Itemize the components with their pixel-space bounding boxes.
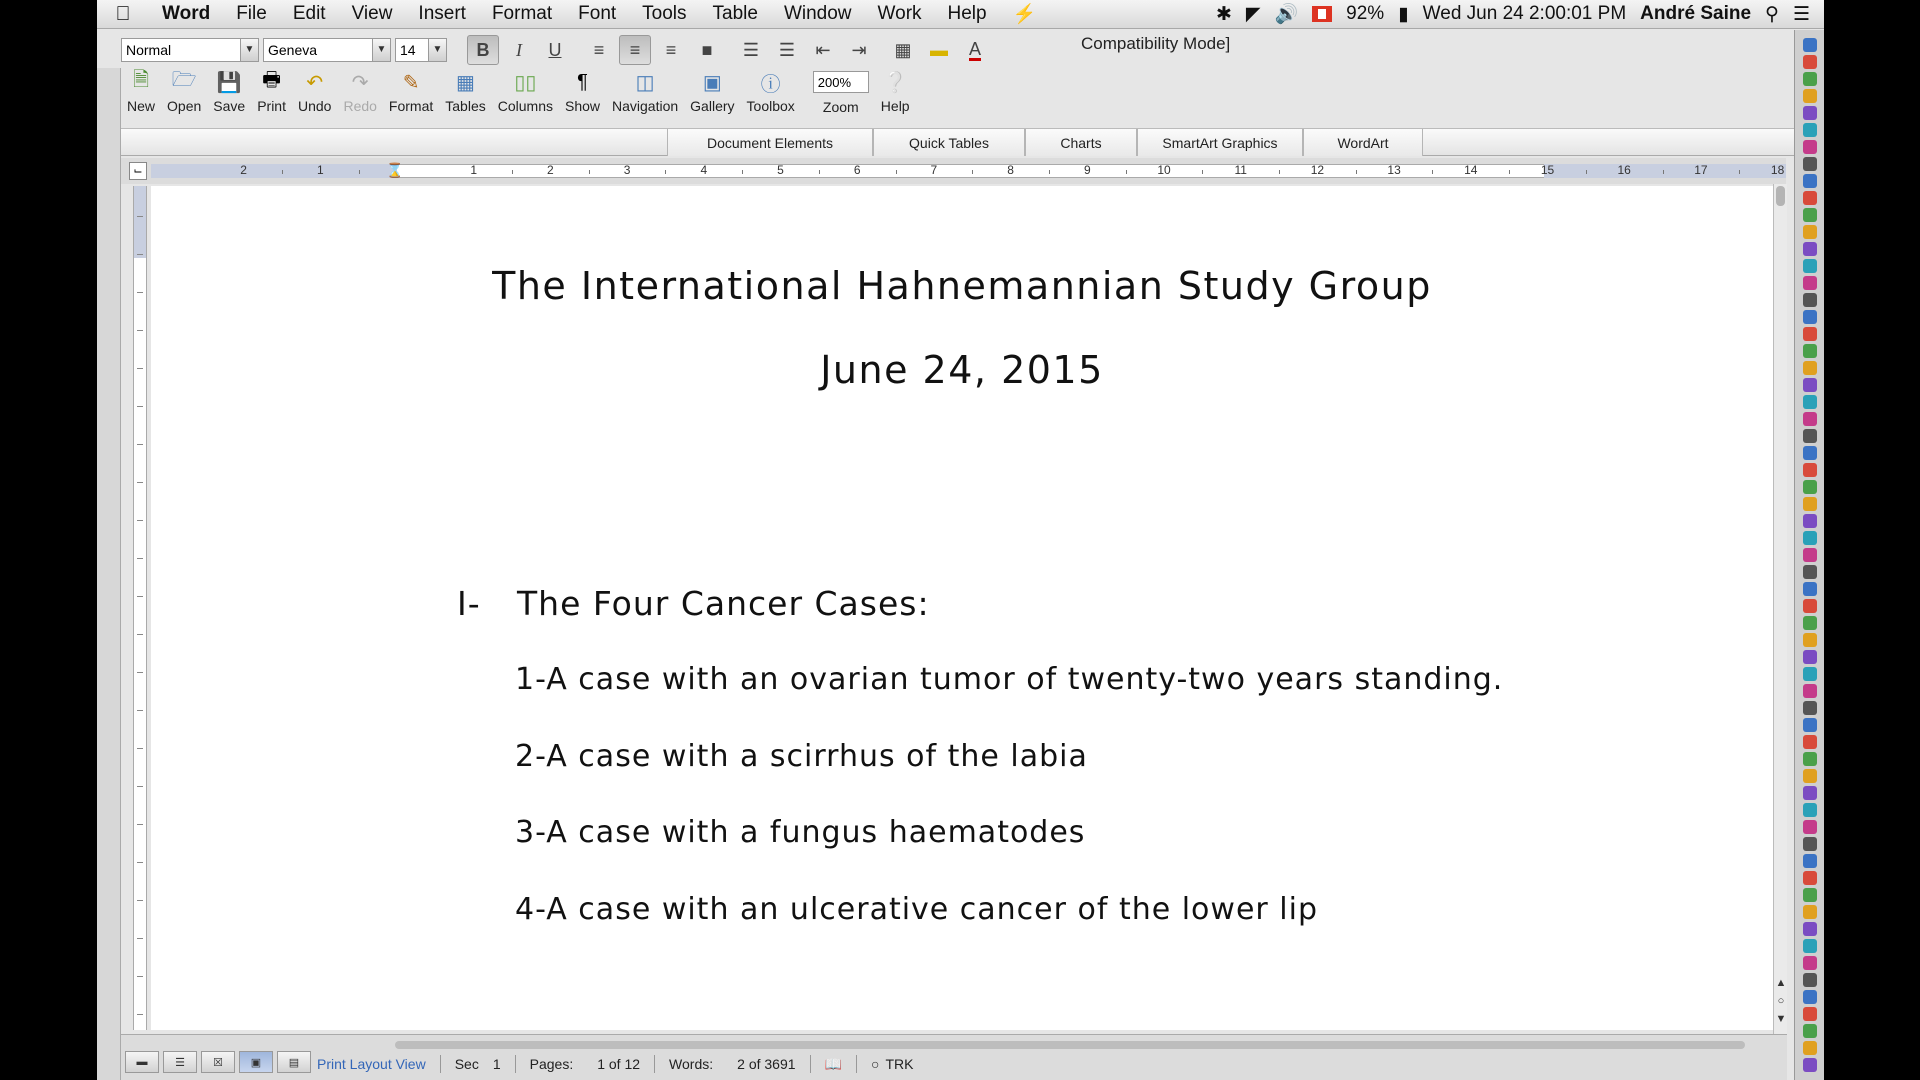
tables-button[interactable] bbox=[439, 68, 491, 114]
save-label: Save bbox=[213, 98, 246, 114]
font-select[interactable] bbox=[263, 38, 391, 62]
dock-app-icon[interactable] bbox=[1803, 344, 1817, 358]
apple-icon[interactable] bbox=[97, 3, 149, 26]
publishing-view-button[interactable] bbox=[201, 1051, 235, 1073]
align-right-button[interactable] bbox=[655, 35, 687, 65]
ruler-tick bbox=[1586, 170, 1587, 174]
notebook-view-button[interactable] bbox=[277, 1051, 311, 1073]
help-label: Help bbox=[880, 98, 910, 114]
dock-app-icon[interactable] bbox=[1803, 446, 1817, 460]
dock-app-icon[interactable] bbox=[1803, 38, 1817, 52]
dock-app-icon[interactable] bbox=[1803, 174, 1817, 188]
undo-icon: ↶ bbox=[306, 71, 324, 94]
decrease-indent-icon: ⇤ bbox=[815, 39, 831, 60]
toolbox-icon: ⓘ bbox=[760, 73, 781, 96]
redo-button[interactable] bbox=[337, 68, 382, 114]
navigation-button[interactable] bbox=[606, 68, 684, 114]
dock-app-icon[interactable] bbox=[1803, 565, 1817, 579]
vruler-tick bbox=[137, 1014, 143, 1015]
window-title-fragment: Compatibility Mode] bbox=[1081, 34, 1231, 53]
dock-app-icon[interactable] bbox=[1803, 293, 1817, 307]
volume-icon[interactable]: 🔊 bbox=[1274, 4, 1299, 25]
vruler-tick bbox=[137, 596, 143, 597]
dock-app-icon[interactable] bbox=[1803, 1024, 1817, 1038]
vruler-tick bbox=[137, 482, 143, 483]
table-icon: ▦ bbox=[456, 71, 475, 94]
next-page-icon[interactable]: ▼ bbox=[1775, 1013, 1787, 1025]
underline-button[interactable] bbox=[539, 35, 571, 65]
menu-help[interactable]: Help bbox=[947, 3, 987, 24]
dock-app-icon[interactable] bbox=[1803, 905, 1817, 919]
scroll-thumb[interactable] bbox=[1776, 186, 1785, 206]
section-heading[interactable] bbox=[457, 584, 930, 623]
document-title[interactable]: The International Hahnemannian Study Group bbox=[492, 264, 1432, 308]
dock-app-icon[interactable] bbox=[1803, 480, 1817, 494]
outline-view-button[interactable] bbox=[163, 1051, 197, 1073]
bulleted-list-button[interactable] bbox=[771, 35, 803, 65]
italic-button[interactable] bbox=[503, 35, 535, 65]
font-size-select[interactable] bbox=[395, 38, 447, 62]
dock-app-icon[interactable] bbox=[1803, 225, 1817, 239]
font-color-button[interactable] bbox=[959, 35, 991, 65]
side-dock bbox=[1794, 30, 1824, 1080]
align-center-icon: ≡ bbox=[629, 39, 641, 60]
open-folder-icon: 🗁 bbox=[171, 69, 197, 91]
vruler-tick bbox=[137, 520, 143, 521]
open-button[interactable] bbox=[161, 68, 207, 114]
vruler-tick bbox=[137, 900, 143, 901]
dock-app-icon[interactable] bbox=[1803, 684, 1817, 698]
format-label: Format bbox=[388, 98, 434, 114]
save-icon: 💾 bbox=[216, 71, 242, 94]
new-document-icon: 🗎 bbox=[132, 69, 150, 91]
ruler-tick bbox=[1126, 170, 1127, 174]
list-item[interactable]: 2-A case with a scirrhus of the labia bbox=[515, 739, 1088, 774]
columns-button[interactable] bbox=[492, 68, 559, 114]
tab-smartart-graphics[interactable]: SmartArt Graphics bbox=[1137, 129, 1303, 156]
ruler-number: 7 bbox=[930, 163, 938, 177]
format-button[interactable] bbox=[383, 68, 439, 114]
redo-label: Redo bbox=[343, 98, 377, 114]
dock-app-icon[interactable] bbox=[1803, 259, 1817, 273]
menu-view[interactable]: View bbox=[351, 3, 393, 24]
input-source-flag-icon[interactable] bbox=[1312, 6, 1332, 22]
ruler-tick bbox=[819, 170, 820, 174]
gallery-icon: ▣ bbox=[702, 71, 722, 94]
borders-icon: ▦ bbox=[894, 39, 912, 60]
ruler-number: 14 bbox=[1464, 163, 1478, 177]
dock-app-icon[interactable] bbox=[1803, 106, 1817, 120]
dock-app-icon[interactable] bbox=[1803, 463, 1817, 477]
dock-app-icon[interactable] bbox=[1803, 1058, 1817, 1072]
dock-app-icon[interactable] bbox=[1803, 310, 1817, 324]
zoom-input[interactable] bbox=[813, 71, 869, 93]
menu-tools[interactable]: Tools bbox=[642, 3, 687, 24]
wifi-icon[interactable]: ◤ bbox=[1245, 3, 1261, 25]
ruler-number: 10 bbox=[1157, 163, 1171, 177]
document-page[interactable] bbox=[151, 186, 1773, 1030]
status-separator bbox=[440, 1055, 441, 1073]
chevron-down-icon: ▼ bbox=[240, 39, 258, 61]
dock-app-icon[interactable] bbox=[1803, 191, 1817, 205]
undo-label: Undo bbox=[297, 98, 332, 114]
bulleted-list-icon: ☰ bbox=[778, 39, 796, 60]
vruler-tick bbox=[137, 824, 143, 825]
dock-app-icon[interactable] bbox=[1803, 123, 1817, 137]
pilcrow-icon: ¶ bbox=[577, 70, 588, 93]
ruler-tick bbox=[972, 170, 973, 174]
vruler-tick bbox=[137, 786, 143, 787]
section-number: I- bbox=[457, 584, 481, 623]
ruler-tick bbox=[359, 170, 360, 174]
browse-navigation[interactable] bbox=[1775, 974, 1787, 1030]
ruler-number: 11 bbox=[1234, 163, 1247, 177]
dock-app-icon[interactable] bbox=[1803, 599, 1817, 613]
dock-app-icon[interactable] bbox=[1803, 701, 1817, 715]
status-fields bbox=[317, 1055, 913, 1073]
font-value: Geneva bbox=[268, 42, 318, 58]
dock-app-icon[interactable] bbox=[1803, 718, 1817, 732]
dock-app-icon[interactable] bbox=[1803, 1041, 1817, 1055]
list-item[interactable]: 1-A case with an ovarian tumor of twenty-two years standing. bbox=[515, 662, 1504, 697]
style-value: Normal bbox=[126, 42, 172, 58]
ruler-number: 9 bbox=[1083, 163, 1091, 177]
document-date[interactable]: June 24, 2015 bbox=[820, 348, 1104, 392]
dock-app-icon[interactable] bbox=[1803, 208, 1817, 222]
browse-object-icon[interactable]: ○ bbox=[1777, 995, 1785, 1007]
dock-app-icon[interactable] bbox=[1803, 939, 1817, 953]
ruler-tick bbox=[512, 170, 513, 174]
ruler-number: 16 bbox=[1617, 163, 1631, 177]
print-label: Print bbox=[257, 98, 286, 114]
zoom-value: 200% bbox=[817, 74, 852, 90]
navigation-pane-icon: ◫ bbox=[635, 71, 655, 94]
dock-app-icon[interactable] bbox=[1803, 871, 1817, 885]
draft-view-icon: ▬ bbox=[136, 1056, 148, 1068]
dock-app-icon[interactable] bbox=[1803, 837, 1817, 851]
formatting-toolbar bbox=[121, 32, 1181, 68]
ruler-tick bbox=[1739, 170, 1740, 174]
save-button[interactable] bbox=[207, 68, 251, 114]
pages-value: 1 of 12 bbox=[597, 1056, 641, 1072]
numbered-list-button[interactable] bbox=[735, 35, 767, 65]
undo-button[interactable] bbox=[292, 68, 337, 114]
dock-app-icon[interactable] bbox=[1803, 429, 1817, 443]
menu-edit[interactable]: Edit bbox=[292, 3, 326, 24]
zoom-label: Zoom bbox=[822, 99, 859, 115]
font-size-value: 14 bbox=[400, 42, 416, 58]
vertical-ruler[interactable] bbox=[133, 186, 147, 1030]
menu-font[interactable]: Font bbox=[578, 3, 617, 24]
ruler-number: 5 bbox=[777, 163, 784, 177]
dock-app-icon[interactable] bbox=[1803, 548, 1817, 562]
section-label: Sec bbox=[454, 1056, 479, 1072]
print-layout-view-icon: ▣ bbox=[250, 1056, 262, 1069]
dock-app-icon[interactable] bbox=[1803, 55, 1817, 69]
tab-stop-selector[interactable]: ⌙ bbox=[129, 162, 147, 180]
dock-app-icon[interactable] bbox=[1803, 89, 1817, 103]
tab-wordart[interactable]: WordArt bbox=[1303, 129, 1423, 156]
dock-app-icon[interactable] bbox=[1803, 735, 1817, 749]
publishing-view-icon: ☒ bbox=[213, 1056, 223, 1069]
previous-page-icon[interactable]: ▲ bbox=[1775, 977, 1787, 989]
ruler-left-margin bbox=[151, 164, 397, 178]
bluetooth-icon[interactable]: ✱ bbox=[1215, 3, 1232, 25]
words-value: 2 of 3691 bbox=[737, 1056, 796, 1072]
increase-indent-icon: ⇥ bbox=[851, 39, 867, 60]
highlight-icon: ▬ bbox=[930, 39, 948, 60]
ruler-tick bbox=[282, 170, 283, 174]
vruler-tick bbox=[137, 330, 143, 331]
style-select[interactable] bbox=[121, 38, 259, 62]
pages-label: Pages: bbox=[529, 1056, 574, 1072]
search-icon[interactable]: ⚲ bbox=[1765, 3, 1779, 25]
battery-icon[interactable]: ▮ bbox=[1398, 3, 1409, 25]
dock-app-icon[interactable] bbox=[1803, 956, 1817, 970]
menu-window[interactable]: Window bbox=[783, 3, 852, 24]
view-buttons bbox=[125, 1051, 311, 1073]
ruler-number: 18 bbox=[1770, 163, 1785, 177]
notebook-view-icon: ▤ bbox=[288, 1056, 300, 1069]
decrease-indent-button[interactable] bbox=[807, 35, 839, 65]
ruler-tick bbox=[1202, 170, 1203, 174]
dock-app-icon[interactable] bbox=[1803, 157, 1817, 171]
ruler-number: 1 bbox=[316, 163, 324, 177]
status-separator bbox=[654, 1055, 655, 1073]
menu-file[interactable]: File bbox=[236, 3, 267, 24]
print-button[interactable] bbox=[251, 68, 292, 114]
new-button[interactable] bbox=[121, 68, 161, 114]
new-label: New bbox=[127, 98, 156, 114]
dock-app-icon[interactable] bbox=[1803, 531, 1817, 545]
dock-app-icon[interactable] bbox=[1803, 582, 1817, 596]
list-item[interactable]: 4-A case with an ulcerative cancer of the lower lip bbox=[515, 892, 1318, 927]
help-icon: ❔ bbox=[882, 71, 908, 94]
ruler-number: 6 bbox=[853, 163, 861, 177]
dock-app-icon[interactable] bbox=[1803, 72, 1817, 86]
tables-label: Tables bbox=[445, 98, 486, 114]
dock-app-icon[interactable] bbox=[1803, 140, 1817, 154]
clock[interactable]: Wed Jun 24 2:00:01 PM bbox=[1422, 3, 1627, 24]
vruler-tick bbox=[137, 368, 143, 369]
borders-button[interactable] bbox=[887, 35, 919, 65]
track-changes-icon[interactable]: ○ bbox=[870, 1056, 880, 1072]
increase-indent-button[interactable] bbox=[843, 35, 875, 65]
menubar-status-area bbox=[1216, 2, 1824, 26]
indent-marker-icon[interactable]: ⌛ bbox=[386, 162, 404, 178]
open-label: Open bbox=[167, 98, 202, 114]
draft-view-button[interactable] bbox=[125, 1051, 159, 1073]
vruler-tick bbox=[137, 558, 143, 559]
numbered-list-icon: ☰ bbox=[742, 39, 760, 60]
menu-bar bbox=[97, 0, 1824, 29]
vruler-tick bbox=[137, 292, 143, 293]
ruler-number: 2 bbox=[547, 163, 554, 177]
vruler-tick bbox=[137, 976, 143, 977]
ruler-tick bbox=[1432, 170, 1433, 174]
dock-app-icon[interactable] bbox=[1803, 803, 1817, 817]
vruler-tick bbox=[137, 254, 143, 255]
vruler-tick bbox=[137, 748, 143, 749]
dock-app-icon[interactable] bbox=[1803, 820, 1817, 834]
ruler-number: 13 bbox=[1387, 163, 1401, 177]
dock-app-icon[interactable] bbox=[1803, 395, 1817, 409]
vruler-tick bbox=[137, 406, 143, 407]
underline-icon: U bbox=[548, 39, 562, 60]
ruler-tick bbox=[665, 170, 666, 174]
dock-app-icon[interactable] bbox=[1803, 497, 1817, 511]
bold-icon: B bbox=[476, 39, 490, 60]
ruler-tick bbox=[1663, 170, 1664, 174]
font-color-icon: A bbox=[968, 38, 981, 59]
dock-app-icon[interactable] bbox=[1803, 769, 1817, 783]
status-separator bbox=[515, 1055, 516, 1073]
ruler-right-margin bbox=[1544, 164, 1786, 178]
status-bar bbox=[121, 1034, 1787, 1080]
ruler-tick bbox=[1049, 170, 1050, 174]
dock-app-icon[interactable] bbox=[1803, 616, 1817, 630]
standard-toolbar bbox=[121, 68, 916, 126]
ruler-number: 4 bbox=[700, 163, 708, 177]
dock-app-icon[interactable] bbox=[1803, 1007, 1817, 1021]
zoom-control[interactable] bbox=[807, 68, 875, 115]
ruler-tick bbox=[896, 170, 897, 174]
bold-button[interactable] bbox=[467, 35, 499, 65]
dock-app-icon[interactable] bbox=[1803, 633, 1817, 647]
dock-app-icon[interactable] bbox=[1803, 786, 1817, 800]
redo-icon: ↷ bbox=[351, 71, 369, 94]
dock-app-icon[interactable] bbox=[1803, 276, 1817, 290]
columns-label: Columns bbox=[497, 98, 553, 114]
gallery-button[interactable] bbox=[684, 68, 740, 114]
dock-app-icon[interactable] bbox=[1803, 854, 1817, 868]
vruler-tick bbox=[137, 710, 143, 711]
dock-app-icon[interactable] bbox=[1803, 514, 1817, 528]
status-separator bbox=[856, 1055, 857, 1073]
ruler-tick bbox=[1356, 170, 1357, 174]
align-left-icon: ≡ bbox=[593, 39, 605, 60]
menu-work[interactable]: Work bbox=[877, 3, 922, 24]
ruler-number: 3 bbox=[623, 163, 631, 177]
dock-app-icon[interactable] bbox=[1803, 888, 1817, 902]
vertical-scrollbar[interactable] bbox=[1773, 184, 1787, 1034]
ruler-number: 1 bbox=[470, 163, 478, 177]
highlight-button[interactable] bbox=[923, 35, 955, 65]
dock-app-icon[interactable] bbox=[1803, 412, 1817, 426]
outline-view-icon: ☰ bbox=[175, 1056, 185, 1069]
justify-button[interactable] bbox=[691, 35, 723, 65]
ruler-number: 15 bbox=[1540, 163, 1555, 177]
dock-app-icon[interactable] bbox=[1803, 650, 1817, 664]
help-button[interactable] bbox=[875, 68, 916, 114]
format-brush-icon: ✎ bbox=[402, 71, 420, 94]
dock-app-icon[interactable] bbox=[1803, 752, 1817, 766]
vruler-tick bbox=[137, 672, 143, 673]
align-right-icon: ≡ bbox=[665, 39, 677, 60]
horizontal-ruler[interactable] bbox=[121, 158, 1786, 184]
navigation-label: Navigation bbox=[612, 98, 679, 114]
italic-icon: I bbox=[516, 39, 522, 60]
ruler-number: 12 bbox=[1310, 163, 1325, 177]
columns-icon: ▯▯ bbox=[514, 71, 537, 94]
chevron-down-icon: ▼ bbox=[372, 39, 390, 61]
tab-charts[interactable]: Charts bbox=[1025, 129, 1137, 156]
vruler-tick bbox=[137, 938, 143, 939]
dock-app-icon[interactable] bbox=[1803, 242, 1817, 256]
print-layout-view-button[interactable] bbox=[239, 1051, 273, 1073]
tab-quick-tables[interactable]: Quick Tables bbox=[873, 129, 1025, 156]
vruler-tick bbox=[137, 216, 143, 217]
ruler-number: 17 bbox=[1694, 163, 1708, 177]
elements-gallery-tabs bbox=[121, 128, 1809, 156]
menu-format[interactable]: Format bbox=[491, 3, 553, 24]
menu-insert[interactable]: Insert bbox=[418, 3, 466, 24]
toolbox-label: Toolbox bbox=[746, 98, 795, 114]
ruler-tick bbox=[589, 170, 590, 174]
left-gutter bbox=[97, 68, 121, 1080]
vruler-tick bbox=[137, 444, 143, 445]
vruler-top-margin bbox=[134, 186, 146, 258]
ruler-number: 2 bbox=[240, 163, 247, 177]
battery-percent[interactable]: 92% bbox=[1346, 3, 1385, 24]
user-name[interactable]: André Saine bbox=[1640, 3, 1752, 24]
align-left-button[interactable] bbox=[583, 35, 615, 65]
show-button[interactable] bbox=[559, 68, 606, 114]
horizontal-scrollbar[interactable] bbox=[395, 1041, 1745, 1049]
current-view-name: Print Layout View bbox=[317, 1056, 426, 1072]
toolbox-button[interactable] bbox=[741, 68, 801, 114]
script-icon[interactable]: ⚡ bbox=[1012, 4, 1037, 25]
section-heading-text: The Four Cancer Cases: bbox=[517, 584, 930, 623]
list-icon[interactable]: ☰ bbox=[1792, 3, 1810, 25]
align-center-button[interactable] bbox=[619, 35, 651, 65]
menu-app[interactable]: Word bbox=[162, 3, 211, 24]
vruler-tick bbox=[137, 634, 143, 635]
dock-app-icon[interactable] bbox=[1803, 361, 1817, 375]
track-changes-label[interactable]: TRK bbox=[885, 1056, 914, 1072]
dock-app-icon[interactable] bbox=[1803, 378, 1817, 392]
dock-app-icon[interactable] bbox=[1803, 922, 1817, 936]
justify-icon: ■ bbox=[701, 39, 713, 60]
menu-table[interactable]: Table bbox=[712, 3, 758, 24]
chevron-down-icon: ▼ bbox=[428, 39, 446, 61]
dock-app-icon[interactable] bbox=[1803, 667, 1817, 681]
vruler-tick bbox=[137, 862, 143, 863]
words-label: Words: bbox=[669, 1056, 714, 1072]
section-value: 1 bbox=[492, 1056, 501, 1072]
gallery-label: Gallery bbox=[690, 98, 735, 114]
dock-app-icon[interactable] bbox=[1803, 973, 1817, 987]
word-window bbox=[97, 0, 1824, 1080]
tab-document-elements[interactable]: Document Elements bbox=[667, 129, 873, 156]
ruler-number: 8 bbox=[1007, 163, 1014, 177]
dock-app-icon[interactable] bbox=[1803, 327, 1817, 341]
ruler-tick bbox=[1509, 170, 1510, 174]
ruler-tick bbox=[742, 170, 743, 174]
print-icon: 🖶 bbox=[262, 69, 282, 91]
ruler-tick bbox=[1279, 170, 1280, 174]
dock-app-icon[interactable] bbox=[1803, 990, 1817, 1004]
spelling-status-icon[interactable]: 📖 bbox=[824, 1055, 842, 1072]
show-label: Show bbox=[564, 98, 601, 114]
list-item[interactable]: 3-A case with a fungus haematodes bbox=[515, 815, 1086, 850]
status-separator bbox=[810, 1055, 811, 1073]
